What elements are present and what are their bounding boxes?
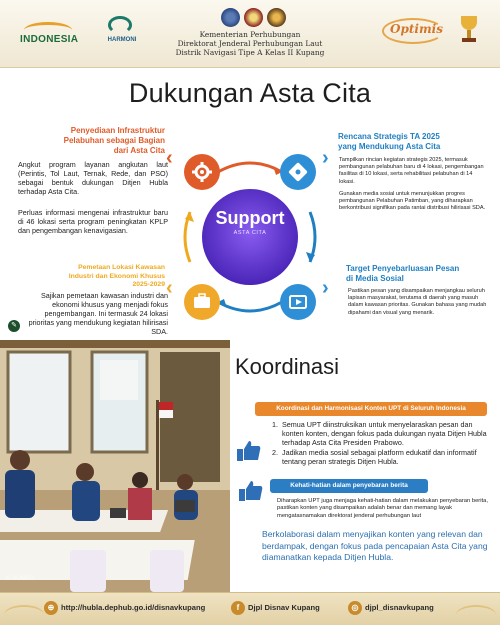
photo-caption: © HUMAS [6,576,34,582]
q3-title-line-2: Industri dan Ekonomi Khusus [68,272,165,280]
q2-body-b: Gunakan media sosial untuk menunjukkan progres pembangunan Pelabuhan Patimban, yang diharapkan berkontribusi signifikan pada rantai distribusi hilirisasi SDA. [339,191,486,212]
q4-body: Pastikan pesan yang disampaikan menjangkau seluruh lapisan masyarakat, terutama di daerah yang masuh dalam kawasan prioritas. Gunakan bahasa yang mudah dipahami dan visual yang menarik. [348,288,487,316]
indonesia-logo [18,22,80,52]
trophy-logo [458,14,480,48]
koordinasi-list [272,420,494,467]
instagram-icon: ◎ [348,601,362,615]
list-item-number: 2. [272,448,278,457]
q2-body-a: Tampilkan rincian kegiatan strategis 2025, termasuk pembangunan pelabuhan baru di 4 lokasi, pengembangan fasilitas di 10 lokasi, serta rehabilitasi pelabuhan di 14 lokasi. [339,157,484,185]
q1-body-b: Perluas informasi mengenai infrastruktur baru di 46 lokasi serta program peningkatan KPLP dan pengembangan kenavigasian. [18,208,168,235]
koordinasi-title: Koordinasi [235,354,339,379]
q2-title-line-2: yang Mendukung Asta Cita [338,142,441,151]
support-subtitle: ASTA CITA [233,230,267,236]
q4-title [346,264,494,284]
q1-title-line-2: Pelabuhan sebagai Bagian [63,136,165,145]
trophy-cup [461,16,477,30]
support-title: Support [215,208,285,228]
trophy-base [462,38,476,42]
facebook-icon: f [231,601,245,615]
list-item-text: Semua UPT diinstruksikan untuk menyelaraskan pesan dan konten konten, dengan fokus pada dukungan nyata Ditjen Hubla terhadap Asta Cita Presiden Prabowo. [282,420,487,447]
kemenhub-seal [221,8,240,27]
trophy-stem [467,30,471,38]
q1-title-line-3: dari Asta Cita [113,146,165,155]
asta-cita-section [0,68,500,340]
footer-ornament [4,605,44,625]
agency-line-1: Kementerian Perhubungan [199,30,301,39]
list-item-text: Jadikan media sosial sebagai platform edukatif dan informatif tentang peran strategis Ditjen Hubla. [282,448,477,466]
q4-title-line-2: di Media Sosial [346,274,404,283]
q3-title [30,264,165,290]
q2-title [338,132,483,152]
q2-title-line-1: Rencana Strategis TA 2025 [338,132,440,141]
footer-website-link[interactable]: http://hubla.dephub.go.id/disnavkupang [61,603,206,612]
harmoni-logo-mark [108,16,132,34]
indonesia-logo-text: INDONESIA [20,34,79,45]
chevron-right-icon: › [322,277,329,299]
edit-icon[interactable]: ✎ [8,320,20,332]
page-header [0,0,500,68]
list-item-number: 1. [272,420,278,429]
thumbs-up-icon [238,480,264,502]
chevron-left-icon: ‹ [166,277,173,299]
support-disk [202,189,298,285]
agency-line-3: Distrik Navigasi Tipe A Kelas II Kupang [175,48,325,58]
disnav-seal [267,8,286,27]
q3-title-line-1: Pemetaan Lokasi Kawasan [78,264,165,271]
q3-title-line-3: 2025-2029 [132,281,165,288]
arc-bottom [218,302,282,311]
q1-title [40,126,165,156]
thumbs-up-icon [236,440,262,462]
list-item [272,448,494,466]
footer-instagram-link[interactable]: djpl_disnavkupang [365,603,434,612]
footer-facebook-link[interactable]: Djpl Disnav Kupang [248,603,320,612]
chevron-left-icon: ‹ [166,147,173,169]
q3-body: Sajikan pemetaan kawasan industri dan ekonomi khusus yang menjadi fokus pengembangan. Ini termasuk 24 lokasi prioritas yang mendukung kegiatan hilirisasi SDA. [28,291,168,336]
list-item [272,420,494,447]
globe-icon: ⊕ [44,601,58,615]
meeting-photo [0,340,230,592]
koordinasi-harmonisasi-pill: Koordinasi dan Harmonisasi Konten UPT di Seluruh Indonesia [255,402,487,416]
optimis-logo [382,18,444,44]
arc-top [218,163,282,172]
harmoni-logo [100,16,142,50]
chevron-right-icon: › [322,147,329,169]
kehati-hatian-pill: Kehati-hatian dalam penyebaran berita [270,479,428,493]
q1-title-line-1: Penyediaan Infrastruktur [70,126,165,135]
page-footer [0,592,500,625]
closing-statement: Berkolaborasi dalam menyajikan konten yang relevan dan berdampak, dengan fokus pada pencapaian Asta Cita yang diamanatkan kepada Ditjen Hubla. [262,529,488,562]
asta-cita-title: Dukungan Asta Cita [128,78,372,108]
optimis-logo-text: Optimis [390,22,443,36]
hubla-seal [244,8,263,27]
footer-ornament [456,605,496,625]
agency-name [150,30,350,58]
q4-title-line-1: Target Penyebarluasan Pesan [346,264,460,273]
harmoni-logo-text: HARMONI [107,37,137,43]
kehati-hatian-body: Diharapkan UPT juga menjaga kehati-hatian dalam melakukan penyebaran berita, pastikan konten yang disampaikan adalah benar dan memang layak mengatasnamakan direktorat jenderal perhubungan laut [277,498,488,519]
agency-line-2: Direktorat Jenderal Perhubungan Laut [177,39,323,49]
koordinasi-section [0,340,500,592]
asta-cita-cycle-diagram [160,142,340,332]
q1-body-a: Angkut program layanan angkutan laut (Perintis, Tol Laut, Ternak, Rede, dan PSO) sebagai bentuk dukungan Ditjen Hubla terhadap Asta Cita. [18,160,168,196]
meeting-photo-illustration [0,340,230,592]
